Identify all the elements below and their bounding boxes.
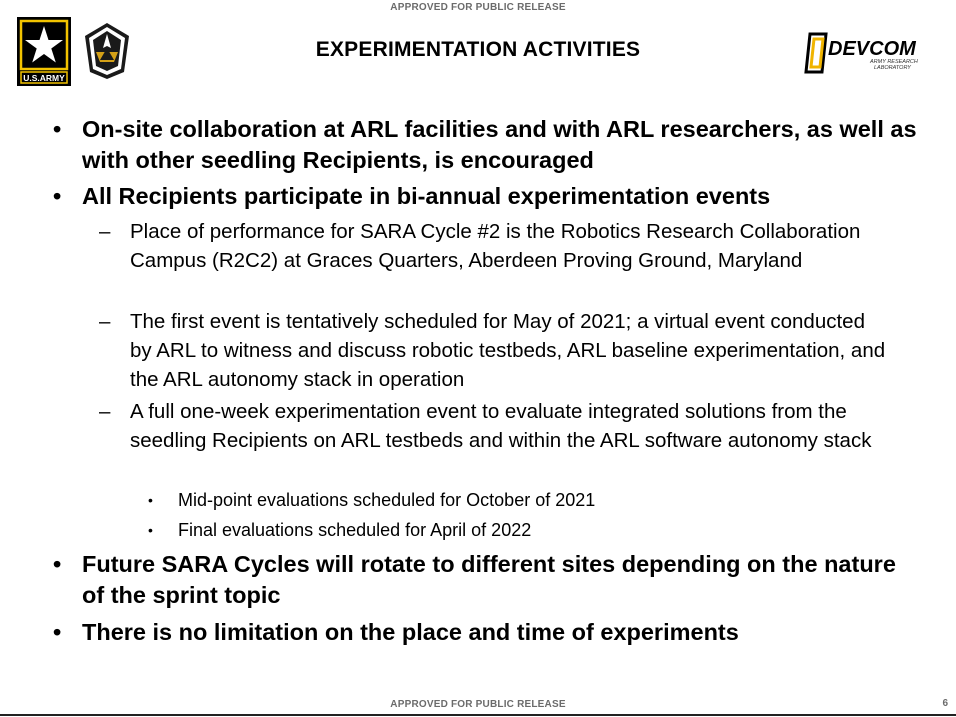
subbullet-text: A full one-week experimentation event to evaluate integrated solutions from the seedling Recipients on ARL testbeds and within the ARL software autonomy stack: [130, 400, 872, 452]
dash-marker: –: [99, 400, 111, 423]
classification-banner-bottom: APPROVED FOR PUBLIC RELEASE: [390, 699, 566, 710]
devcom-arl-logo: [804, 30, 938, 76]
dash-marker: –: [99, 310, 111, 333]
devcom-wordmark: DEVCOM: [828, 38, 916, 60]
army-logo-text: U.S.ARMY: [23, 73, 65, 83]
page-number: 6: [942, 698, 948, 709]
bullet-marker: •: [53, 116, 62, 142]
bullet-marker: •: [148, 492, 153, 508]
devcom-subtext-2: LABORATORY: [874, 65, 911, 71]
bullet-biannual-events: [53, 181, 922, 212]
devcom-subtext-1: ARMY RESEARCH: [870, 59, 918, 65]
bullet-marker: •: [53, 183, 62, 209]
bullet-text: On-site collaboration at ARL facilities and with ARL researchers, as well as with other seedling Recipients, is encouraged: [82, 116, 917, 173]
bullet-onsite-collaboration: [53, 114, 922, 176]
bullet-future-cycles: [53, 549, 902, 611]
bullet-text: There is no limitation on the place and time of experiments: [82, 619, 739, 645]
subsubbullet-text: Mid-point evaluations scheduled for October of 2021: [178, 490, 596, 510]
bullet-text: All Recipients participate in bi-annual experimentation events: [82, 183, 771, 209]
page-title: EXPERIMENTATION ACTIVITIES: [315, 38, 641, 61]
subbullet-first-event: [99, 307, 890, 394]
subsubbullet-final-evaluations: [148, 515, 878, 545]
subsubbullet-midpoint-evaluations: [148, 485, 878, 515]
subbullet-text: The first event is tentatively scheduled for May of 2021; a virtual event conducted by ARL to witness and discuss robotic testbeds, ARL baseline experimentation, and the ARL autonomy stack in operation: [130, 310, 886, 391]
subbullet-full-week-event: [99, 397, 890, 455]
bullet-marker: •: [53, 619, 62, 645]
dash-marker: –: [99, 220, 111, 243]
bullet-no-limitation: [53, 617, 922, 648]
footer-divider: [0, 714, 956, 716]
subsubbullet-text: Final evaluations scheduled for April of 2022: [178, 520, 532, 540]
bullet-marker: •: [53, 551, 62, 577]
subbullet-text: Place of performance for SARA Cycle #2 is the Robotics Research Collaboration Campus (R2C2) at Graces Quarters, Aberdeen Proving Ground, Maryland: [130, 220, 861, 272]
bullet-text: Future SARA Cycles will rotate to different sites depending on the nature of the sprint topic: [82, 551, 896, 608]
classification-banner-top: APPROVED FOR PUBLIC RELEASE: [390, 2, 566, 13]
subbullet-place-of-performance: [99, 217, 890, 275]
bullet-marker: •: [148, 522, 153, 538]
